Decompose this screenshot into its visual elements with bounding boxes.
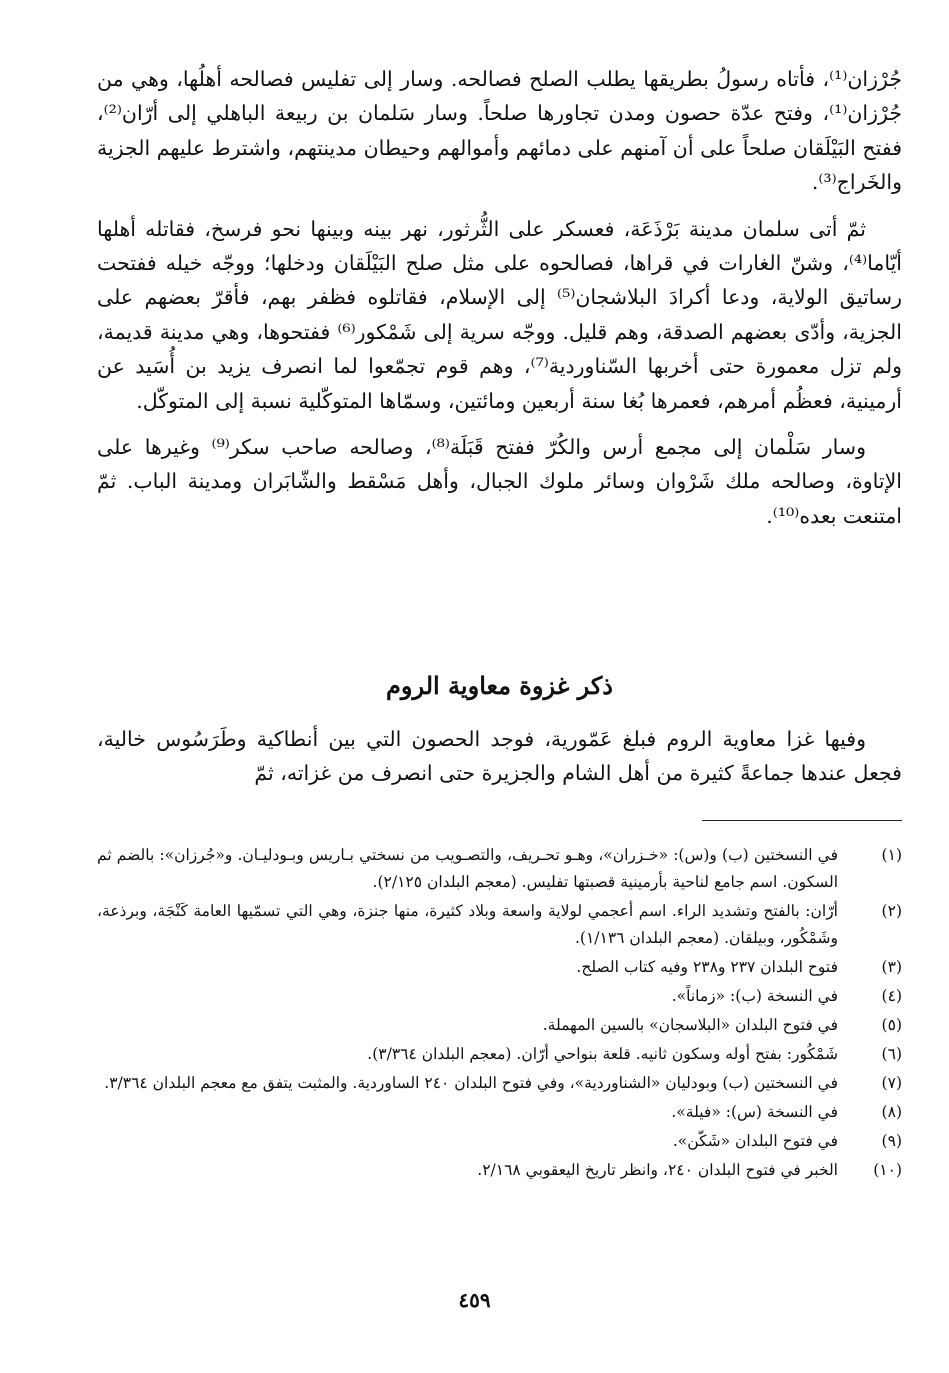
footnote-number: (٤) <box>881 987 902 1005</box>
footnote-text: في النسخة (ب): «زماناً». <box>671 987 838 1005</box>
footnote <box>97 983 902 1010</box>
footnote-number: (٧) <box>881 1074 902 1092</box>
footnote <box>97 1070 902 1097</box>
footnote-text: فتوح البلدان ٢٣٧ و٢٣٨ وفيه كتاب الصلح. <box>576 958 838 976</box>
section-heading: ذكر غزوة معاوية الروم <box>386 671 613 700</box>
footnote <box>97 1041 902 1068</box>
footnote-text: في فتوح البلدان «شَكّن». <box>672 1132 838 1150</box>
footnote <box>97 1157 902 1184</box>
footnote <box>97 1128 902 1155</box>
footnote <box>97 1012 902 1039</box>
paragraph-1: جُرْزان⁽¹⁾، فأتاه رسولُ بطريقها يطلب الصلح فصالحه. وسار إلى تفليس فصالحه أهلُها، وهي من جُرْزان⁽¹⁾، وفتح عدّة حصون ومدن تجاورها صلحاً. وسار سَلمان بن ربيعة الباهلي إلى أرّان⁽²⁾، ففتح البَيْلَقان صلحاً على أن آمنهم على دمائهم وأموالهم وحيطان مدينتهم، واشترط عليهم الجزية والخَراج⁽³⁾. <box>97 67 902 195</box>
footnote-text: في النسختين (ب) و(س): «خـزران»، وهـو تحـريف، والتصـويب من نسختي بـاريس وبـودليـان. و«جُرزان»: بالضم ثم السكون. اسم جامع لناحية بأرمينية قصبتها تفليس. (معجم البلدان ٢/١٢٥). <box>97 846 838 891</box>
footnote-text: الخبر في فتوح البلدان ٢٤٠، وانظر تاريخ اليعقوبي ٢/١٦٨. <box>477 1161 838 1179</box>
section-paragraph: وفيها غزا معاوية الروم فبلغ عَمّورية، فوجد الحصون التي بين أنطاكية وطَرَسُوس خالية، فجعل عندها جماعةً كثيرة من أهل الشام والجزيرة حتى انصرف من غزاته، ثمّ <box>97 727 902 786</box>
main-text <box>97 62 902 545</box>
paragraph-2: ثمّ أتى سلمان مدينة بَرْذَعَة، فعسكر على الثُّرثور، نهر بينه وبينها نحو فرسخ، فقاتله أهلها أيّاما⁽⁴⁾، وشنّ الغارات في قراها، فصالحوه على مثل صلح البَيْلَقان ودخلها؛ ووجّه خيله ففتحت رساتيق الولاية، ودعا أكرادَ البلاشجان⁽⁵⁾ إلى الإسلام، فقاتلوه فظفر بهم، فأقرّ بعضهم على الجزية، وأدّى بعضهم الصدقة، وهم قليل. ووجّه سرية إلى شَمْكور⁽⁶⁾ ففتحوها، وهي مدينة قديمة، ولم تزل معمورة حتى أخربها السّناوردية⁽⁷⁾، وهم قوم تجمّعوا لما انصرف يزيد بن أُسَيد عن أرمينية، فعظُم أمرهم، فعمرها بُغا سنة أربعين ومائتين، وسمّاها المتوكّلية نسبة إلى المتوكّل. <box>97 216 902 413</box>
footnotes <box>97 842 902 1186</box>
footnote-number: (٩) <box>881 1132 902 1150</box>
footnote-text: في فتوح البلدان «البلاسجان» بالسين المهملة. <box>542 1016 838 1034</box>
paragraph-3: وسار سَلْمان إلى مجمع أرس والكُرّ ففتح قَبَلَة⁽⁸⁾، وصالحه صاحب سكر⁽⁹⁾ وغيرها على الإتاوة، وصالحه ملك شَرْوان وسائر ملوك الجبال، وأهل مَسْقط والشّابَران ومدينة الباب. ثمّ امتنعت بعده⁽¹⁰⁾. <box>97 435 902 528</box>
footnote-number: (١) <box>881 846 902 864</box>
footnote <box>97 954 902 981</box>
footnote-number: (٦) <box>881 1045 902 1063</box>
footnote-number: (١٠) <box>873 1161 902 1179</box>
footnote-text: شَمْكُور: بفتح أوله وسكون ثانيه. قلعة بنواحي أرّان. (معجم البلدان ٣/٣٦٤). <box>367 1045 838 1063</box>
footnote <box>97 1099 902 1126</box>
footnote-divider <box>702 820 902 821</box>
footnote-number: (٢) <box>881 902 902 920</box>
footnote <box>97 898 902 952</box>
footnote-number: (٨) <box>881 1103 902 1121</box>
section-text <box>97 722 902 791</box>
footnote-number: (٥) <box>881 1016 902 1034</box>
footnote-text: في النسخة (س): «فيلة». <box>671 1103 838 1121</box>
footnote-text: أرّان: بالفتح وتشديد الراء. اسم أعجمي لولاية واسعة وبلاد كثيرة، منها جنزة، وهي التي تسمّيها العامة كَنْجَة، وبرذعة، وشَمْكُور، وبيلقان. (معجم البلدان ١/١٣٦). <box>97 902 838 947</box>
page-number: ٤٥٩ <box>458 1288 491 1312</box>
footnote <box>97 842 902 896</box>
footnote-text: في النسختين (ب) وبودليان «الشناوردية»، وفي فتوح البلدان ٢٤٠ الساوردية. والمثبت يتفق مع معجم البلدان ٣/٣٦٤. <box>104 1074 838 1092</box>
footnote-number: (٣) <box>881 958 902 976</box>
